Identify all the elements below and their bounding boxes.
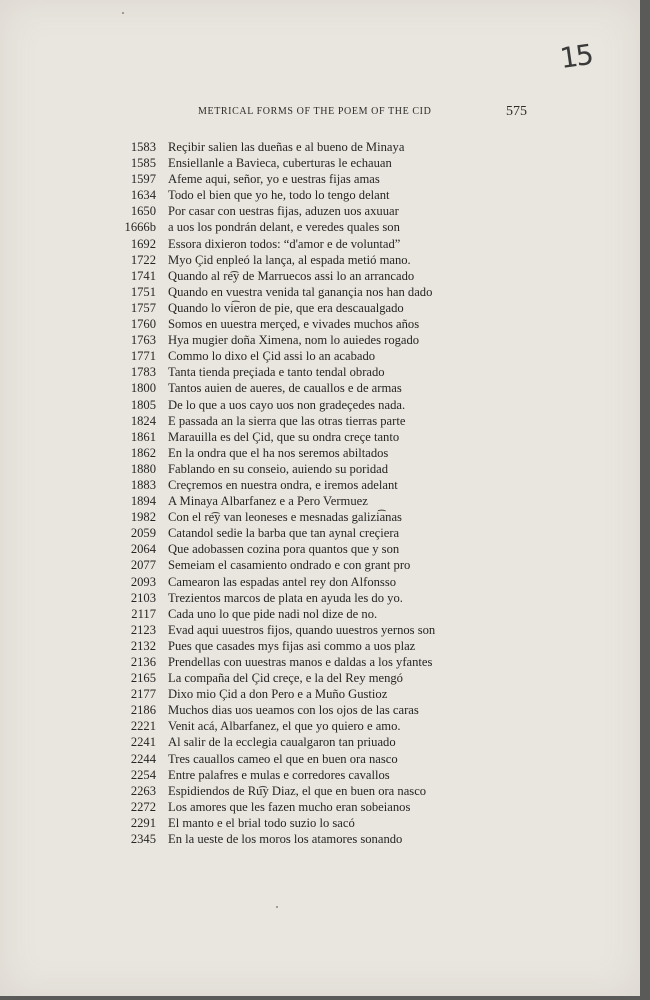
verse-text: Entre palafres e mulas e corredores cavallos xyxy=(168,767,390,782)
verse-list xyxy=(120,139,500,847)
verse-line xyxy=(120,718,500,734)
verse-line xyxy=(120,638,500,654)
verse-line xyxy=(120,799,500,815)
verse-text: La compaña del Çid creçe, e la del Rey mengó xyxy=(168,671,403,686)
verse-text: Essora dixieron todos: “d'amor e de voluntad” xyxy=(168,236,401,251)
verse-line xyxy=(120,252,500,268)
verse-text: Semeiam el casamiento ondrado e con grant pro xyxy=(168,558,411,573)
verse-line xyxy=(120,751,500,767)
verse-text: a uos los pondrán delant, e veredes quales son xyxy=(168,220,400,235)
verse-number: 1650 xyxy=(130,204,156,219)
verse-line xyxy=(120,767,500,783)
verse-line xyxy=(120,219,500,235)
verse-line xyxy=(120,268,500,284)
verse-line xyxy=(120,461,500,477)
verse-number: 1824 xyxy=(130,413,156,428)
verse-number: 1800 xyxy=(130,381,156,396)
verse-text: El manto e el brial todo suzio lo sacó xyxy=(168,815,355,830)
verse-line xyxy=(120,397,500,413)
verse-line xyxy=(120,413,500,429)
verse-text: Quando en vuestra venida tal ganançia nos han dado xyxy=(168,284,433,299)
verse-text: A Minaya Albarfanez e a Pero Vermuez xyxy=(168,494,368,509)
verse-line xyxy=(120,590,500,606)
verse-line xyxy=(120,429,500,445)
verse-text: Marauilla es del Çid, que su ondra creçe tanto xyxy=(168,429,400,444)
verse-text: Creçremos en nuestra ondra, e iremos adelant xyxy=(168,477,398,492)
verse-line xyxy=(120,541,500,557)
verse-text: Con el re͡y van leoneses e mesnadas galizi͡anas xyxy=(168,510,402,525)
verse-number: 1757 xyxy=(130,300,156,315)
verse-line xyxy=(120,445,500,461)
verse-number: 2117 xyxy=(131,606,156,621)
verse-number: 2241 xyxy=(130,735,156,750)
verse-text: Tanta tienda preçiada e tanto tendal obrado xyxy=(168,365,385,380)
verse-line xyxy=(120,525,500,541)
page-number: 575 xyxy=(506,104,527,119)
verse-number: 2254 xyxy=(130,767,156,782)
verse-text: Somos en uuestra merçed, e vivades muchos años xyxy=(168,317,420,332)
verse-number: 1805 xyxy=(130,397,156,412)
verse-number: 1583 xyxy=(130,140,156,154)
verse-text: Hya mugier doña Ximena, nom lo auiedes rogado xyxy=(168,333,420,348)
verse-number: 1585 xyxy=(130,156,156,171)
verse-text: Por casar con uestras fijas, aduzen uos axuuar xyxy=(168,204,399,219)
verse-number: 1634 xyxy=(130,188,156,203)
verse-text: Trezientos marcos de plata en ayuda les do yo. xyxy=(168,590,403,605)
verse-line xyxy=(120,702,500,718)
verse-number: 1692 xyxy=(130,236,156,251)
verse-number: 1861 xyxy=(130,429,156,444)
verse-line xyxy=(120,622,500,638)
verse-number: 1741 xyxy=(130,268,156,283)
verse-text: Prendellas con uuestras manos e daldas a los yfantes xyxy=(168,655,433,669)
verse-text: Catandol sedie la barba que tan aynal creçiera xyxy=(168,526,400,541)
verse-line xyxy=(120,236,500,252)
verse-line xyxy=(120,477,500,493)
verse-number: 1666b xyxy=(124,220,156,235)
verse-number: 2177 xyxy=(130,687,156,702)
verse-line xyxy=(120,574,500,590)
verse-line xyxy=(120,187,500,203)
verse-number: 1982 xyxy=(130,510,156,525)
verse-text: Los amores que les fazen mucho eran sobeianos xyxy=(168,799,411,814)
verse-number: 2221 xyxy=(130,719,156,734)
verse-line xyxy=(120,171,500,187)
verse-number: 1597 xyxy=(130,172,156,187)
verse-line xyxy=(120,364,500,380)
verse-text: Commo lo dixo el Çid assi lo an acabado xyxy=(168,349,376,364)
verse-text: Espidiendos de Ru͡y Diaz, el que en buen ora nasco xyxy=(168,783,427,798)
verse-number: 2244 xyxy=(130,751,156,766)
verse-number: 2132 xyxy=(130,638,156,653)
verse-number: 2186 xyxy=(130,703,156,718)
verse-number: 2059 xyxy=(130,526,156,541)
verse-number: 1883 xyxy=(130,477,156,492)
running-head: METRICAL FORMS OF THE POEM OF THE CID xyxy=(198,106,432,117)
verse-line xyxy=(120,155,500,171)
verse-text: Evad aqui uuestros fijos, quando uuestros yernos son xyxy=(168,622,436,637)
verse-text: Cada uno lo que pide nadi nol dize de no. xyxy=(168,606,378,621)
verse-text: Pues que casades mys fijas asi commo a uos plaz xyxy=(168,638,416,653)
verse-number: 1751 xyxy=(130,284,156,299)
verse-number: 1722 xyxy=(130,252,156,267)
verse-line xyxy=(120,332,500,348)
verse-line xyxy=(120,348,500,364)
verse-line xyxy=(120,654,500,670)
verse-number: 2136 xyxy=(130,655,156,669)
verse-text: Quando al re͡y de Marruecos assi lo an arrancado xyxy=(168,268,415,283)
verse-line xyxy=(120,831,500,847)
verse-line xyxy=(120,734,500,750)
handwritten-folio-number: 15 xyxy=(557,37,594,76)
verse-line xyxy=(120,300,500,316)
verse-number: 2077 xyxy=(130,558,156,573)
verse-text: Todo el bien que yo he, todo lo tengo delant xyxy=(168,188,390,203)
paper-speck xyxy=(276,906,278,908)
verse-number: 2064 xyxy=(130,542,156,557)
verse-number: 2123 xyxy=(130,622,156,637)
verse-text: Que adobassen cozina pora quantos que y son xyxy=(168,542,400,557)
verse-number: 2272 xyxy=(130,799,156,814)
verse-number: 1880 xyxy=(130,461,156,476)
verse-text: Fablando en su conseio, auiendo su poridad xyxy=(168,461,388,476)
verse-text: Venit acá, Albarfanez, el que yo quiero e amo. xyxy=(168,719,401,734)
verse-line xyxy=(120,686,500,702)
verse-text: Ensiellanle a Bavieca, cuberturas le echauan xyxy=(168,156,392,171)
verse-number: 1783 xyxy=(130,365,156,380)
verse-text: Reçibir salien las dueñas e al bueno de Minaya xyxy=(168,140,405,154)
verse-line xyxy=(120,557,500,573)
verse-text: Tantos auien de aueres, de cauallos e de armas xyxy=(168,381,402,396)
verse-number: 2291 xyxy=(130,815,156,830)
verse-text: Myo Çid enpleó la lança, al espada metió mano. xyxy=(168,252,411,267)
verse-line xyxy=(120,783,500,799)
verse-number: 1760 xyxy=(130,317,156,332)
verse-number: 1862 xyxy=(130,445,156,460)
verse-line xyxy=(120,139,500,155)
verse-line xyxy=(120,316,500,332)
verse-number: 2263 xyxy=(130,783,156,798)
verse-line xyxy=(120,509,500,525)
verse-text: En la ueste de los moros los atamores sonando xyxy=(168,832,403,847)
verse-text: Dixo mio Çid a don Pero e a Muño Gustioz xyxy=(168,687,388,702)
verse-line xyxy=(120,284,500,300)
verse-text: De lo que a uos cayo uos non gradeçedes nada. xyxy=(168,397,406,412)
verse-number: 2345 xyxy=(130,832,156,847)
verse-text: Camearon las espadas antel rey don Alfonsso xyxy=(168,574,397,589)
verse-line xyxy=(120,380,500,396)
verse-number: 1771 xyxy=(130,349,156,364)
verse-line xyxy=(120,606,500,622)
verse-line xyxy=(120,493,500,509)
verse-number: 1763 xyxy=(130,333,156,348)
verse-line xyxy=(120,670,500,686)
verse-number: 2165 xyxy=(130,671,156,686)
verse-text: Afeme aqui, señor, yo e uestras fijas amas xyxy=(168,172,380,187)
verse-text: Muchos dias uos ueamos con los ojos de las caras xyxy=(168,703,419,718)
verse-text: En la ondra que el ha nos seremos abiltados xyxy=(168,445,389,460)
verse-text: Quando lo vi͡eron de pie, que era descaualgado xyxy=(168,300,404,315)
verse-text: Tres cauallos cameo el que en buen ora nasco xyxy=(168,751,398,766)
verse-text: Al salir de la ecclegia caualgaron tan priuado xyxy=(168,735,396,750)
verse-line xyxy=(120,203,500,219)
verse-text: E passada an la sierra que las otras tierras parte xyxy=(168,413,406,428)
verse-number: 1894 xyxy=(130,494,156,509)
verse-number: 2093 xyxy=(130,574,156,589)
paper-speck xyxy=(122,12,124,14)
verse-line xyxy=(120,815,500,831)
verse-number: 2103 xyxy=(130,590,156,605)
